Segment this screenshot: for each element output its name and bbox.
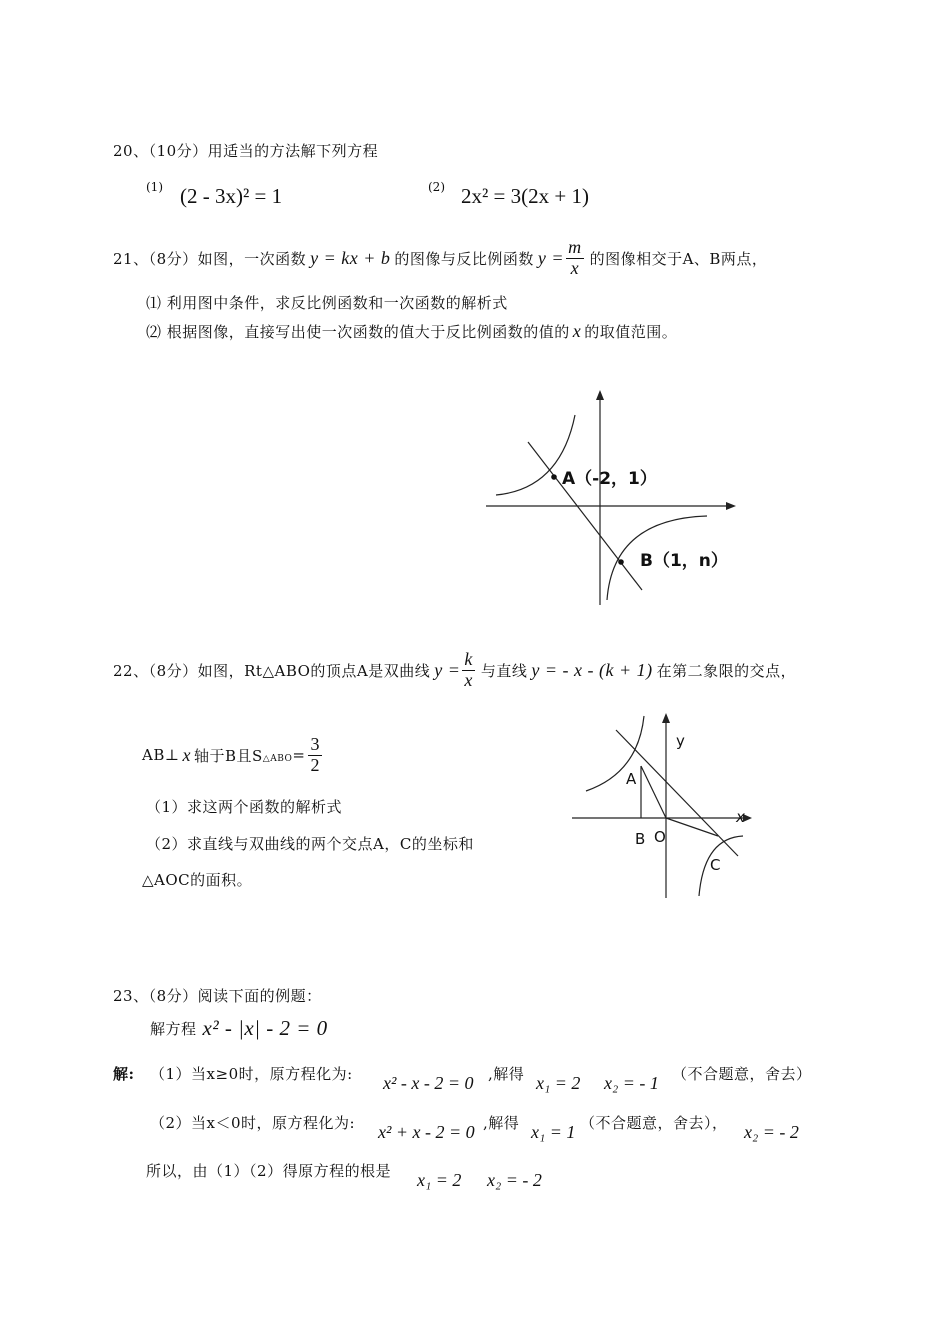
q20-header: 20、（10分）用适当的方法解下列方程 (113, 142, 379, 160)
q23-task-equation: x² - |x| - 2 = 0 (202, 1016, 328, 1040)
q22-header-text-b: 与直线 (480, 661, 528, 680)
q21-header (113, 238, 767, 279)
q22-function-graph (568, 708, 758, 903)
q22-segment-ao (641, 766, 666, 818)
q22-label-x: x (736, 808, 745, 826)
q22-header-text-a: 22、（8分）如图，Rt△ABO的顶点A是双曲线 (113, 661, 431, 680)
q21-linear-line (528, 442, 642, 590)
q22-condition-fraction (308, 735, 322, 776)
q21-header-text-c: 的图像相交于A、B两点， (589, 249, 768, 268)
q21-label-a: A（-2，1） (562, 469, 657, 489)
q21-y-axis-arrow (596, 390, 604, 400)
q21-subquestion-2-text-b: 的取值范围。 (584, 323, 678, 341)
q23-line2-note: （不合题意，舍去）， (580, 1114, 728, 1132)
q21-inverse-numerator: m (568, 237, 582, 257)
q23-line1-solve: ,解得 (488, 1065, 525, 1083)
q22-hyperbola-fraction (462, 650, 475, 691)
q23-solution-label: 解: (113, 1065, 135, 1083)
q22-hyperbola-lhs: y = (434, 659, 461, 680)
q22-header (113, 650, 796, 691)
q22-condition-variable: x (182, 744, 191, 765)
q22-condition-equals: = (292, 746, 306, 765)
q23-line1-text: （1）当x≥0时，原方程化为: (150, 1065, 353, 1083)
q23-line3-root1: x₁ = 2 (417, 1170, 462, 1190)
q22-condition-numerator: 3 (310, 734, 320, 754)
q22-hyperbola-denominator: x (464, 669, 473, 690)
q22-hyperbola-branch-4 (699, 836, 743, 896)
q22-label-o: O (654, 828, 666, 846)
q23-header: 23、（8分）阅读下面的例题： (113, 987, 322, 1005)
q22-condition (142, 735, 322, 776)
q23-line2-solve: ,解得 (483, 1114, 520, 1132)
q22-label-c: C (710, 856, 721, 874)
q21-function-graph (480, 385, 740, 610)
q22-condition-subscript: △ABO (262, 754, 293, 765)
q21-point-b (618, 559, 624, 565)
q22-condition-denominator: 2 (310, 754, 320, 775)
q23-line2-root2: x₂ = - 2 (744, 1122, 799, 1142)
q20-part1-label: (1) (146, 180, 163, 194)
q21-header-text-b: 的图像与反比例函数 (394, 249, 534, 268)
q21-subquestion-1: ⑴ 利用图中条件，求反比例函数和一次函数的解析式 (146, 294, 508, 312)
q20-part2-label: (2) (428, 180, 445, 194)
q23-task-label: 解方程 (150, 1020, 197, 1038)
q22-hyperbola-numerator: k (464, 649, 473, 669)
q20-part1-equation: (2 - 3x)² = 1 (180, 184, 283, 208)
q21-subquestion-2-text-a: ⑵ 根据图像，直接写出使一次函数的值大于反比例函数的值的 (146, 323, 570, 341)
q22-condition-text-a: AB⊥ (142, 746, 180, 765)
q21-label-b: B（1，n） (640, 551, 728, 571)
q23-task (150, 1016, 328, 1041)
q23-line3-root2: x₂ = - 2 (487, 1170, 542, 1190)
q23-line1-note: （不合题意，舍去） (672, 1065, 812, 1083)
q21-point-a (551, 474, 557, 480)
q22-subquestion-2: （2）求直线与双曲线的两个交点A，C的坐标和 (146, 835, 474, 853)
q21-inverse-lhs: y = (537, 247, 565, 268)
q21-subquestion-2-variable: x (572, 321, 582, 341)
q23-line1-root1: x₁ = 2 (536, 1073, 581, 1093)
q22-label-y: y (676, 732, 685, 750)
q21-x-axis-arrow (726, 502, 736, 510)
q22-subquestion-1: （1）求这两个函数的解析式 (146, 798, 343, 816)
q21-linear-equation: y = kx + b (310, 247, 391, 268)
q22-subquestion-2-cont: △AOC的面积。 (142, 871, 253, 889)
q23-line2-text: （2）当x＜0时，原方程化为: (150, 1114, 356, 1132)
q22-header-text-c: 在第二象限的交点， (656, 661, 797, 680)
q22-condition-text-b: 轴于B且S (193, 746, 263, 765)
q23-line2-equation: x² + x - 2 = 0 (378, 1122, 475, 1142)
q23-line2-root1: x₁ = 1 (531, 1122, 576, 1142)
q21-header-text-a: 21、（8分）如图，一次函数 (113, 249, 307, 268)
q21-subquestion-2 (146, 321, 677, 342)
q20-part2-equation: 2x² = 3(2x + 1) (461, 184, 589, 208)
q22-line-equation: y = - x - (k + 1) (531, 659, 653, 680)
q21-inverse-fraction (566, 238, 584, 279)
q23-line1-equation: x² - x - 2 = 0 (383, 1073, 474, 1093)
q22-label-a: A (626, 770, 637, 788)
q21-inverse-denominator: x (570, 257, 580, 278)
q23-line3-text: 所以，由（1）（2）得原方程的根是 (146, 1162, 392, 1180)
q23-line1-root2: x₂ = - 1 (604, 1073, 659, 1093)
q22-label-b: B (635, 830, 646, 848)
q22-y-axis-arrow (662, 713, 670, 723)
